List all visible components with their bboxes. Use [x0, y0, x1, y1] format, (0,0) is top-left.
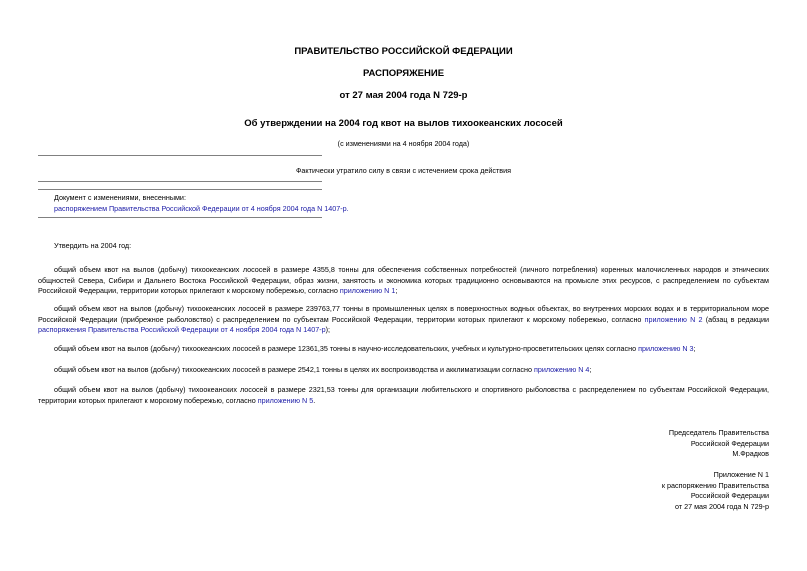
- appendix-ref-line: к распоряжению Правительства: [661, 480, 769, 490]
- appendix-ref-date: от 27 мая 2004 года N 729-р: [675, 501, 769, 511]
- appendix-ref-body: Российской Федерации: [690, 491, 769, 500]
- paragraph-3-text: общий объем квот на вылов (добычу) тихоокеанских лососей в размере 12361,35 тонны в научно-исследовательских, учебных и культурно-просветительских целях согласно: [54, 344, 639, 353]
- paragraph-2: [38, 304, 769, 336]
- appendix-2-link[interactable]: приложению N 2: [644, 314, 703, 324]
- amending-order-link[interactable]: распоряжения Правительства Российской Федерации от 4 ноября 2004 года N 1407-р: [38, 325, 326, 334]
- signature-body: Российской Федерации: [690, 438, 769, 448]
- divider: [38, 155, 322, 156]
- appendix-header: [662, 470, 769, 512]
- paragraph-5-text: общий объем квот на вылов (добычу) тихоокеанских лососей в размере 2321,53 тонны для организации любительского и спортивного рыболовства с распределением по субъектам Российской Федерации, территории которых прилегают к морскому побережью, согласно: [38, 385, 769, 405]
- paragraph-3: [38, 344, 769, 355]
- status-note: Фактически утратило силу в связи с истечением срока действия: [295, 166, 512, 175]
- amendments-label: Документ с изменениями, внесенными:: [54, 193, 186, 202]
- paragraph-1-text: общий объем квот на вылов (добычу) тихоокеанских лососей в размере 4355,8 тонны для обеспечения собственных потребностей (личного потребления) коренных малочисленных народов и этнических общностей Севера, Сибири и Дальнего Востока Российской Федерации, образ жизни, занятость и экономика которых традиционно основываются на промысле этих ресурсов, с распределением по субъектам Российской Федерации, территории которых прилегают к морскому побережью, согласно: [38, 265, 769, 295]
- appendix-1-link[interactable]: приложению N 1: [339, 286, 396, 295]
- intro-paragraph: Утвердить на 2004 год:: [54, 241, 132, 250]
- signature-position: Председатель Правительства: [668, 428, 769, 437]
- amendments-line: [54, 204, 349, 213]
- paragraph-2-text: общий объем квот на вылов (добычу) тихоокеанских лососей в размере 239763,77 тонны в промышленных целях в поверхностных водных объектах, во внутренних морских водах и в территориальном море Российской Федерации (прибрежное рыболовство) с распределением по субъектам Российской Федерации, территории которых прилегают к морскому побережью, согласно: [38, 304, 769, 324]
- paragraph-2-mid: (абзац в редакции: [702, 314, 770, 324]
- divider: [38, 189, 322, 190]
- appendix-5-link[interactable]: приложению N 5: [257, 395, 314, 405]
- government-heading: ПРАВИТЕЛЬСТВО РОССИЙСКОЙ ФЕДЕРАЦИИ: [294, 46, 513, 57]
- paragraph-4-text: общий объем квот на вылов (добычу) тихоокеанских лососей в размере 2542,1 тонны в целях их воспроизводства и акклиматизации согласно: [54, 365, 534, 374]
- paragraph-5-end: .: [313, 395, 316, 405]
- changes-note: (с изменениями на 4 ноября 2004 года): [337, 139, 470, 148]
- divider: [38, 217, 322, 218]
- amendment-link-suffix: .: [346, 204, 349, 213]
- document-date-number: от 27 мая 2004 года N 729-р: [339, 90, 468, 101]
- paragraph-1-end: ;: [395, 286, 398, 295]
- signature-name: М.Фрадков: [732, 449, 769, 458]
- divider: [38, 181, 322, 182]
- paragraph-4-end: ;: [589, 365, 592, 374]
- document-title: Об утверждении на 2004 год квот на вылов тихоокеанских лососей: [244, 118, 563, 129]
- appendix-4-link[interactable]: приложению N 4: [533, 365, 590, 374]
- paragraph-3-end: ;: [693, 344, 696, 353]
- paragraph-2-end: );: [325, 325, 330, 334]
- paragraph-1: [38, 265, 769, 297]
- appendix-number: Приложение N 1: [713, 470, 769, 479]
- appendix-3-link[interactable]: приложению N 3: [638, 344, 694, 353]
- document-type-heading: РАСПОРЯЖЕНИЕ: [362, 68, 445, 79]
- paragraph-4: [38, 365, 769, 376]
- paragraph-5: [38, 385, 769, 406]
- amendment-link[interactable]: распоряжением Правительства Российской Федерации от 4 ноября 2004 года N 1407-р: [54, 204, 347, 213]
- signature-block: [669, 428, 769, 460]
